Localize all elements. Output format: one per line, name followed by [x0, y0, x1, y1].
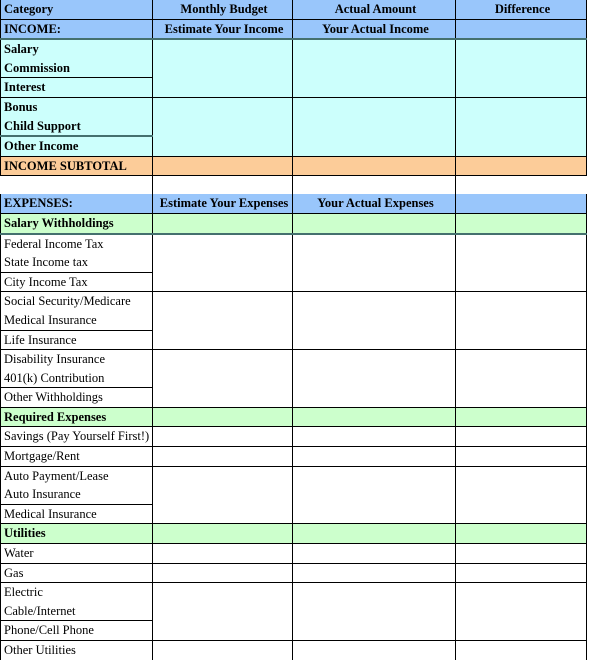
expense-label-life-insurance: Life Insurance	[1, 330, 153, 350]
income-row-salary	[1, 39, 587, 59]
income-difference-bonus-child-support[interactable]	[456, 97, 587, 136]
expense-label-phone-cell-phone: Phone/Cell Phone	[1, 621, 153, 641]
section-budget-salary-withholdings[interactable]	[153, 213, 293, 233]
income-header-row	[1, 20, 587, 40]
expense-budget-gas[interactable]	[153, 563, 293, 583]
expense-label-other-utilities: Other Utilities	[1, 641, 153, 660]
expense-difference-gas[interactable]	[456, 563, 587, 583]
expense-row-water	[1, 544, 587, 564]
expense-label-disability-insurance: Disability Insurance	[1, 350, 153, 369]
expense-row-auto-payment-lease	[1, 466, 587, 485]
expense-row-electric	[1, 583, 587, 602]
column-header-difference: Difference	[456, 0, 587, 19]
expense-label-city-income-tax: City Income Tax	[1, 272, 153, 292]
expense-budget-electric-cable[interactable]	[153, 583, 293, 621]
expense-label-gas: Gas	[1, 563, 153, 583]
section-title-utilities: Utilities	[1, 524, 153, 544]
expense-budget-water[interactable]	[153, 544, 293, 564]
section-actual-utilities[interactable]	[293, 524, 456, 544]
expense-actual-life-insurance[interactable]	[293, 330, 456, 350]
spacer-cell-category	[1, 176, 153, 195]
section-budget-utilities[interactable]	[153, 524, 293, 544]
expense-label-cable-internet: Cable/Internet	[1, 602, 153, 621]
expense-label-mortgage-rent: Mortgage/Rent	[1, 447, 153, 467]
section-difference-salary-withholdings[interactable]	[456, 213, 587, 233]
expense-budget-federal-state-tax[interactable]	[153, 234, 293, 273]
section-title-salary-withholdings: Salary Withholdings	[1, 213, 153, 233]
expense-row-social-security-medicare	[1, 292, 587, 311]
section-difference-required-expenses[interactable]	[456, 407, 587, 427]
expense-label-auto-payment-lease: Auto Payment/Lease	[1, 466, 153, 485]
expense-budget-disability-401k[interactable]	[153, 350, 293, 388]
column-header-category: Category	[1, 0, 153, 19]
expense-budget-medical-insurance-required[interactable]	[153, 504, 293, 524]
income-actual-bonus-child-support[interactable]	[293, 97, 456, 136]
expense-row-city-income-tax	[1, 272, 587, 292]
spacer-cell-difference	[456, 176, 587, 195]
expense-row-disability-insurance	[1, 350, 587, 369]
expenses-header-label: EXPENSES:	[1, 194, 153, 213]
expense-row-medical-insurance-required	[1, 504, 587, 524]
expense-budget-other-utilities[interactable]	[153, 641, 293, 660]
column-header-row	[1, 0, 587, 19]
income-label-other-income: Other Income	[1, 136, 153, 156]
expense-actual-savings[interactable]	[293, 427, 456, 447]
expense-budget-auto-payment-insurance[interactable]	[153, 466, 293, 504]
income-row-interest	[1, 78, 587, 98]
section-actual-salary-withholdings[interactable]	[293, 213, 456, 233]
expense-difference-life-insurance[interactable]	[456, 330, 587, 350]
income-difference-interest[interactable]	[456, 78, 587, 98]
expense-actual-electric-cable[interactable]	[293, 583, 456, 621]
expense-difference-mortgage-rent[interactable]	[456, 447, 587, 467]
expense-actual-disability-401k[interactable]	[293, 350, 456, 388]
expenses-table	[0, 194, 587, 659]
expense-difference-water[interactable]	[456, 544, 587, 564]
expense-label-other-withholdings: Other Withholdings	[1, 388, 153, 408]
expense-label-auto-insurance: Auto Insurance	[1, 485, 153, 504]
section-actual-required-expenses[interactable]	[293, 407, 456, 427]
income-table	[0, 20, 587, 195]
expense-budget-city-income-tax[interactable]	[153, 272, 293, 292]
expense-label-401k-contribution: 401(k) Contribution	[1, 369, 153, 388]
expense-budget-life-insurance[interactable]	[153, 330, 293, 350]
income-subtotal-actual[interactable]	[293, 156, 456, 176]
expense-row-gas	[1, 563, 587, 583]
expense-difference-medical-insurance-required[interactable]	[456, 504, 587, 524]
section-difference-utilities[interactable]	[456, 524, 587, 544]
income-actual-interest[interactable]	[293, 78, 456, 98]
expense-budget-ss-medical[interactable]	[153, 292, 293, 330]
expense-label-state-income-tax: State Income tax	[1, 253, 153, 272]
expense-section-header-utilities	[1, 524, 587, 544]
income-label-interest: Interest	[1, 78, 153, 98]
income-row-other-income	[1, 136, 587, 156]
expense-actual-medical-insurance-required[interactable]	[293, 504, 456, 524]
expense-label-water: Water	[1, 544, 153, 564]
expense-row-mortgage-rent	[1, 447, 587, 467]
expense-actual-water[interactable]	[293, 544, 456, 564]
expense-actual-city-income-tax[interactable]	[293, 272, 456, 292]
expense-actual-auto-payment-insurance[interactable]	[293, 466, 456, 504]
income-header-actual: Your Actual Income	[293, 20, 456, 40]
spacer-cell-actual	[293, 176, 456, 195]
expense-difference-electric-cable[interactable]	[456, 583, 587, 621]
income-difference-salary-commission[interactable]	[456, 39, 587, 78]
expense-actual-gas[interactable]	[293, 563, 456, 583]
expense-row-phone-cell-phone	[1, 621, 587, 641]
expenses-header-budget: Estimate Your Expenses	[153, 194, 293, 213]
section-title-required-expenses: Required Expenses	[1, 407, 153, 427]
income-actual-salary-commission[interactable]	[293, 39, 456, 78]
expense-budget-phone-cell-phone[interactable]	[153, 621, 293, 641]
income-subtotal-budget[interactable]	[153, 156, 293, 176]
income-header-difference	[456, 20, 587, 40]
expense-difference-federal-state-tax[interactable]	[456, 234, 587, 273]
expense-budget-savings[interactable]	[153, 427, 293, 447]
expense-label-medical-insurance-withholding: Medical Insurance	[1, 311, 153, 330]
income-budget-bonus-child-support[interactable]	[153, 97, 293, 136]
section-spacer-row	[1, 176, 587, 195]
expense-section-header-salary-withholdings	[1, 213, 587, 233]
column-header-table	[0, 0, 587, 20]
expense-section-header-required-expenses	[1, 407, 587, 427]
expense-label-electric: Electric	[1, 583, 153, 602]
expense-row-life-insurance	[1, 330, 587, 350]
income-difference-other-income[interactable]	[456, 136, 587, 156]
column-header-actual-amount: Actual Amount	[293, 0, 456, 19]
income-budget-salary-commission[interactable]	[153, 39, 293, 78]
spacer-cell-budget	[153, 176, 293, 195]
income-subtotal-label: INCOME SUBTOTAL	[1, 156, 153, 176]
expense-difference-phone-cell-phone[interactable]	[456, 621, 587, 641]
expense-difference-other-withholdings[interactable]	[456, 388, 587, 408]
expense-difference-auto-payment-insurance[interactable]	[456, 466, 587, 504]
expense-row-federal-income-tax	[1, 234, 587, 254]
expense-difference-ss-medical[interactable]	[456, 292, 587, 330]
column-header-monthly-budget: Monthly Budget	[153, 0, 293, 19]
expense-row-other-utilities	[1, 641, 587, 660]
income-subtotal-difference[interactable]	[456, 156, 587, 176]
expense-row-other-withholdings	[1, 388, 587, 408]
income-label-salary: Salary	[1, 39, 153, 59]
expense-row-savings	[1, 427, 587, 447]
expenses-header-row	[1, 194, 587, 213]
expense-actual-other-withholdings[interactable]	[293, 388, 456, 408]
expense-difference-city-income-tax[interactable]	[456, 272, 587, 292]
expense-budget-mortgage-rent[interactable]	[153, 447, 293, 467]
income-actual-other-income[interactable]	[293, 136, 456, 156]
income-row-bonus	[1, 97, 587, 116]
expense-difference-other-utilities[interactable]	[456, 641, 587, 660]
expense-actual-ss-medical[interactable]	[293, 292, 456, 330]
income-header-label: INCOME:	[1, 20, 153, 40]
income-subtotal-row	[1, 156, 587, 176]
expense-label-savings: Savings (Pay Yourself First!)	[1, 427, 153, 447]
income-label-commission: Commission	[1, 59, 153, 78]
expense-difference-disability-401k[interactable]	[456, 350, 587, 388]
expense-label-social-security-medicare: Social Security/Medicare	[1, 292, 153, 311]
expense-actual-federal-state-tax[interactable]	[293, 234, 456, 273]
income-header-budget: Estimate Your Income	[153, 20, 293, 40]
expenses-header-actual: Your Actual Expenses	[293, 194, 456, 213]
expense-difference-savings[interactable]	[456, 427, 587, 447]
income-budget-other-income[interactable]	[153, 136, 293, 156]
income-budget-interest[interactable]	[153, 78, 293, 98]
expense-actual-mortgage-rent[interactable]	[293, 447, 456, 467]
expense-actual-phone-cell-phone[interactable]	[293, 621, 456, 641]
expense-label-medical-insurance-required: Medical Insurance	[1, 504, 153, 524]
expenses-header-difference	[456, 194, 587, 213]
section-budget-required-expenses[interactable]	[153, 407, 293, 427]
income-label-bonus: Bonus	[1, 97, 153, 116]
income-label-child-support: Child Support	[1, 117, 153, 137]
expense-actual-other-utilities[interactable]	[293, 641, 456, 660]
expense-label-federal-income-tax: Federal Income Tax	[1, 234, 153, 254]
expense-budget-other-withholdings[interactable]	[153, 388, 293, 408]
